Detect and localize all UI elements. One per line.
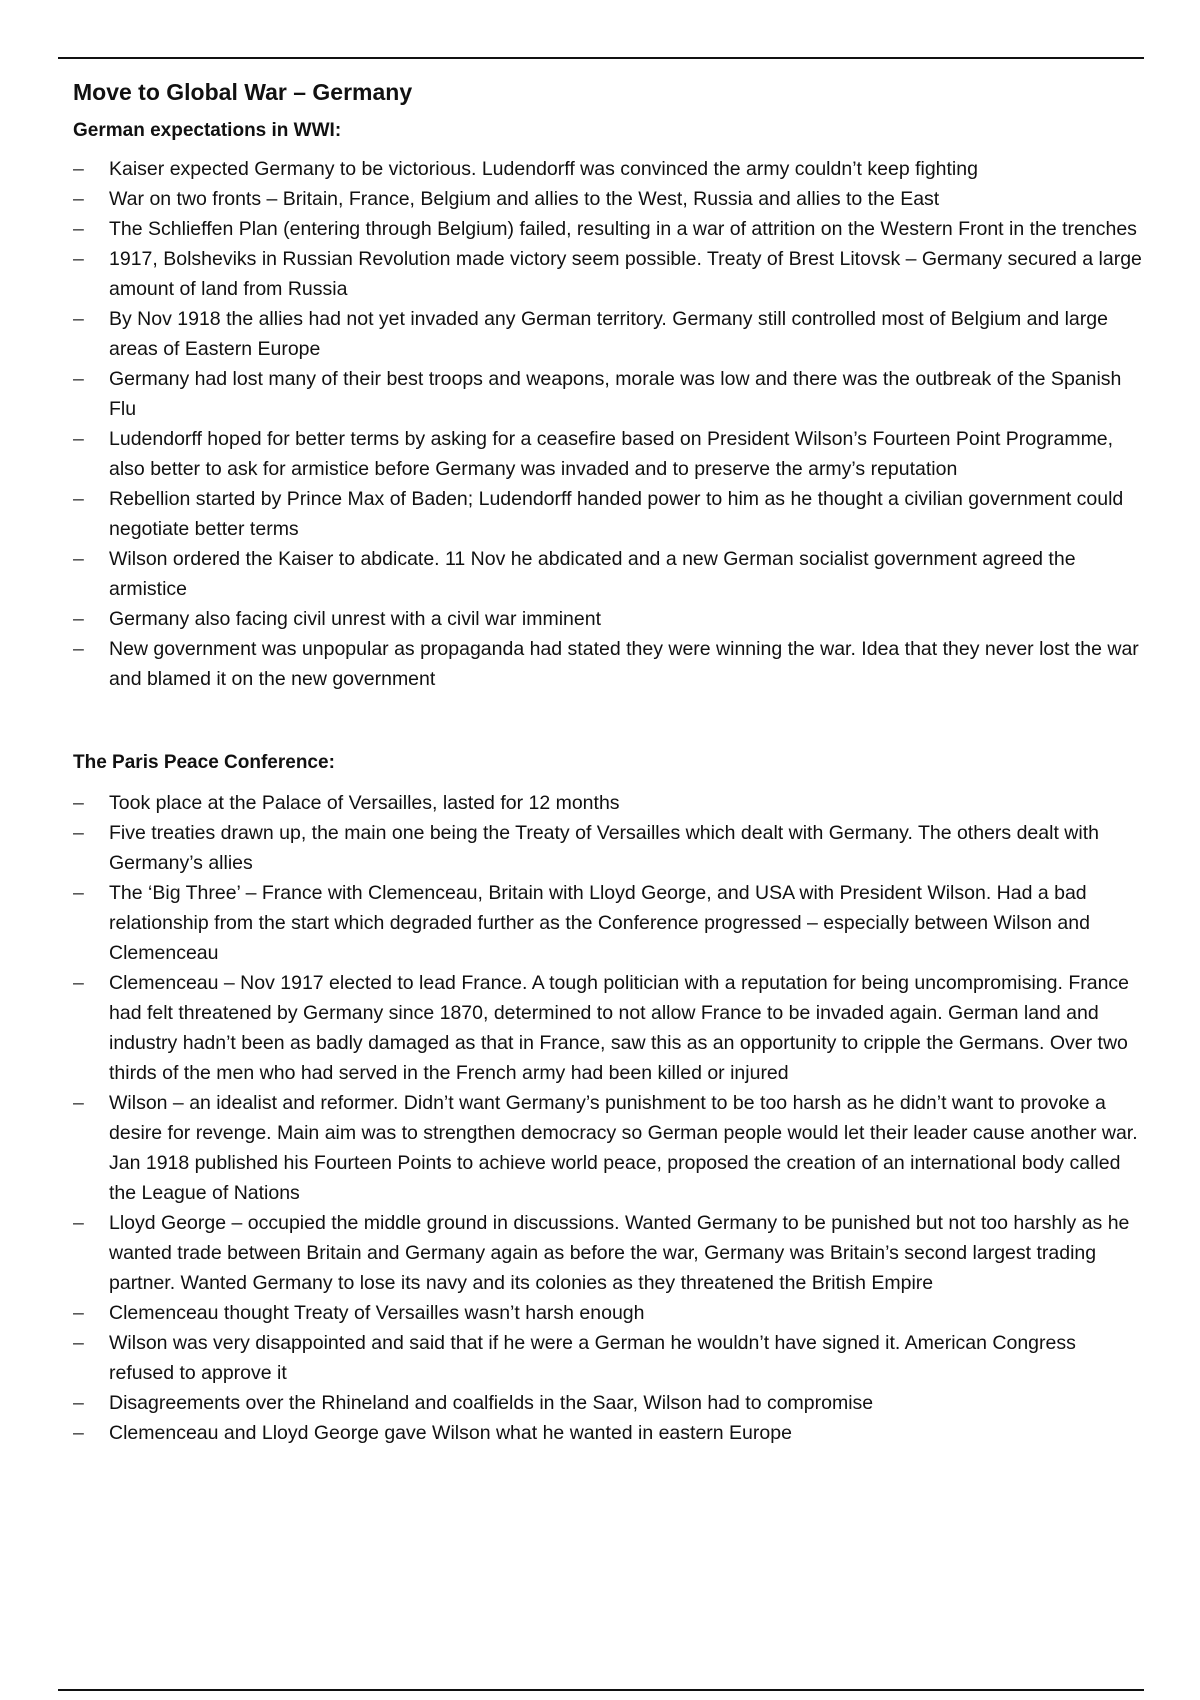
list-item (73, 788, 1143, 818)
dash-bullet-icon: – (73, 638, 84, 660)
dash-bullet-icon: – (73, 1422, 84, 1444)
list-item-text: Five treaties drawn up, the main one being the Treaty of Versailles which dealt with Germany. The others dealt with Germany’s allies (109, 822, 1099, 874)
list-item (73, 184, 1143, 214)
list-item-text: Took place at the Palace of Versailles, lasted for 12 months (109, 792, 620, 814)
list-item (73, 1208, 1143, 1298)
dash-bullet-icon: – (73, 248, 84, 270)
dash-bullet-icon: – (73, 792, 84, 814)
list-item-text: Clemenceau thought Treaty of Versailles wasn’t harsh enough (109, 1302, 645, 1324)
dash-bullet-icon: – (73, 1332, 84, 1354)
list-item-text: Wilson was very disappointed and said that if he were a German he wouldn’t have signed it. American Congress refused to approve it (109, 1332, 1076, 1384)
list-item (73, 1418, 1143, 1448)
dash-bullet-icon: – (73, 882, 84, 904)
list-item (73, 604, 1143, 634)
section-heading-paris-peace-conference: The Paris Peace Conference: (73, 752, 335, 773)
page-title: Move to Global War – Germany (73, 79, 413, 105)
list-item-text: The ‘Big Three’ – France with Clemenceau, Britain with Lloyd George, and USA with President Wilson. Had a bad relationship from the start which degraded further as the Conference progressed – especially between Wilson and Clemenceau (109, 882, 1090, 964)
dash-bullet-icon: – (73, 218, 84, 240)
list-item-text: New government was unpopular as propaganda had stated they were winning the war. Idea that they never lost the war and blamed it on the new government (109, 638, 1139, 690)
dash-bullet-icon: – (73, 1302, 84, 1324)
dash-bullet-icon: – (73, 1212, 84, 1234)
list-item-text: Clemenceau – Nov 1917 elected to lead France. A tough politician with a reputation for being uncompromising. France had felt threatened by Germany since 1870, determined to not allow France to be invaded again. German land and industry hadn’t been as badly damaged as that in France, saw this as an opportunity to cripple the Germans. Over two thirds of the men who had served in the French army had been killed or injured (109, 972, 1130, 1084)
document-body (73, 72, 1143, 1448)
top-rule (58, 57, 1144, 59)
german-expectations-list (73, 154, 1143, 694)
dash-bullet-icon: – (73, 548, 84, 570)
list-item (73, 634, 1143, 694)
list-item (73, 1388, 1143, 1418)
list-item (73, 1328, 1143, 1388)
list-item-text: Clemenceau and Lloyd George gave Wilson what he wanted in eastern Europe (109, 1422, 792, 1444)
dash-bullet-icon: – (73, 368, 84, 390)
list-item (73, 424, 1143, 484)
list-item-text: Rebellion started by Prince Max of Baden; Ludendorff handed power to him as he thought a civilian government could negotiate better terms (109, 488, 1124, 540)
dash-bullet-icon: – (73, 822, 84, 844)
list-item-text: Kaiser expected Germany to be victorious. Ludendorff was convinced the army couldn’t keep fighting (109, 158, 978, 180)
list-item (73, 1298, 1143, 1328)
dash-bullet-icon: – (73, 308, 84, 330)
list-item (73, 1088, 1143, 1208)
paris-peace-conference-list (73, 788, 1143, 1448)
list-item-text: Wilson – an idealist and reformer. Didn’t want Germany’s punishment to be too harsh as he didn’t want to provoke a desire for revenge. Main aim was to strengthen democracy so German people would let their leader cause another war. Jan 1918 published his Fourteen Points to achieve world peace, proposed the creation of an international body called the League of Nations (109, 1092, 1138, 1204)
dash-bullet-icon: – (73, 1092, 84, 1114)
list-item-text: Wilson ordered the Kaiser to abdicate. 11 Nov he abdicated and a new German socialist government agreed the armistice (109, 548, 1076, 600)
list-item (73, 818, 1143, 878)
dash-bullet-icon: – (73, 428, 84, 450)
list-item-text: 1917, Bolsheviks in Russian Revolution made victory seem possible. Treaty of Brest Litovsk – Germany secured a large amount of land from Russia (109, 248, 1142, 300)
list-item (73, 214, 1143, 244)
list-item-text: The Schlieffen Plan (entering through Belgium) failed, resulting in a war of attrition on the Western Front in the trenches (109, 218, 1137, 240)
dash-bullet-icon: – (73, 1392, 84, 1414)
list-item (73, 244, 1143, 304)
list-item (73, 484, 1143, 544)
list-item-text: War on two fronts – Britain, France, Belgium and allies to the West, Russia and allies to the East (109, 188, 940, 210)
list-item-text: Germany also facing civil unrest with a civil war imminent (109, 608, 601, 630)
list-item (73, 544, 1143, 604)
list-item-text: Disagreements over the Rhineland and coalfields in the Saar, Wilson had to compromise (109, 1392, 874, 1414)
list-item-text: By Nov 1918 the allies had not yet invaded any German territory. Germany still controlled most of Belgium and large areas of Eastern Europe (109, 308, 1108, 360)
dash-bullet-icon: – (73, 972, 84, 994)
bottom-rule (58, 1689, 1144, 1691)
dash-bullet-icon: – (73, 158, 84, 180)
dash-bullet-icon: – (73, 488, 84, 510)
list-item-text: Germany had lost many of their best troops and weapons, morale was low and there was the outbreak of the Spanish Flu (109, 368, 1122, 420)
list-item-text: Ludendorff hoped for better terms by asking for a ceasefire based on President Wilson’s Fourteen Point Programme, also better to ask for armistice before Germany was invaded and to preserve the army’s reputation (109, 428, 1114, 480)
list-item (73, 304, 1143, 364)
list-item (73, 364, 1143, 424)
list-item (73, 154, 1143, 184)
dash-bullet-icon: – (73, 608, 84, 630)
section-heading-german-expectations: German expectations in WWI: (73, 120, 342, 141)
list-item (73, 878, 1143, 968)
list-item-text: Lloyd George – occupied the middle ground in discussions. Wanted Germany to be punished but not too harshly as he wanted trade between Britain and Germany again as before the war, Germany was Britain’s second largest trading partner. Wanted Germany to lose its navy and its colonies as they threatened the British Empire (109, 1212, 1130, 1294)
list-item (73, 968, 1143, 1088)
dash-bullet-icon: – (73, 188, 84, 210)
